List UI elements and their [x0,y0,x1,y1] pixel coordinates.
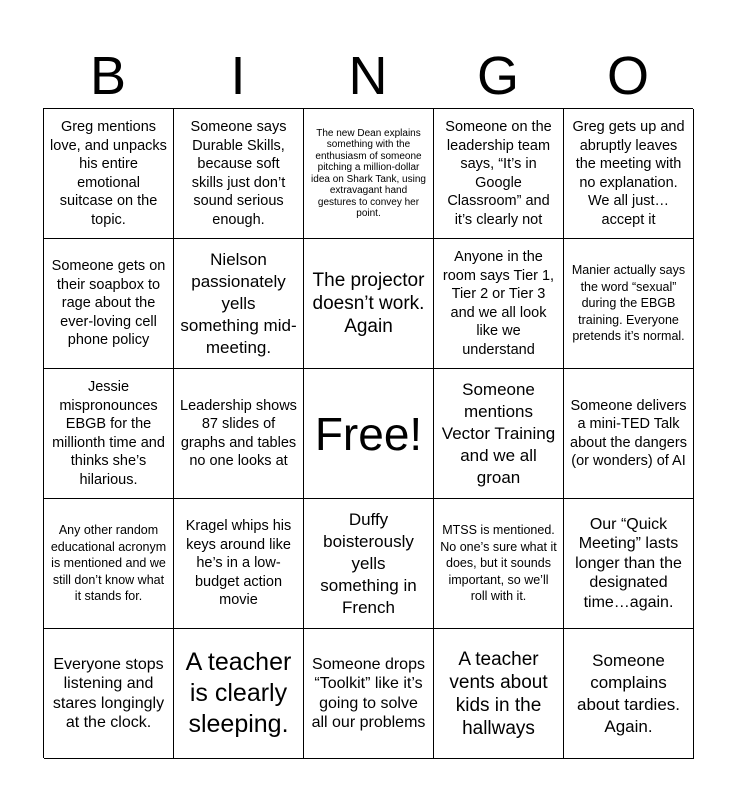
bingo-grid [43,108,693,758]
bingo-cell [564,629,694,759]
cell-text: Manier actually says the word “sexual” during the EBGB training. Everyone pretends it’s normal. [571,263,686,344]
bingo-cell [304,109,434,239]
bingo-header [43,44,693,108]
bingo-cell [434,369,564,499]
cell-text: Someone mentions Vector Training and we all groan [441,379,556,487]
bingo-cell [174,369,304,499]
free-space-text: Free! [314,407,423,460]
cell-text: Greg gets up and abruptly leaves the meeting with no explanation. We all just…accept it [572,119,685,228]
bingo-cell [44,239,174,369]
cell-text: Duffy boisterously yells something in French [320,509,417,617]
cell-text: MTSS is mentioned. No one’s sure what it does, but it sounds important, so we’ll roll with it. [440,523,557,604]
bingo-cell [44,109,174,239]
cell-text: The new Dean explains something with the enthusiasm of someone pitching a million-dollar idea on Shark Tank, using extravagant hand gestures to convey her point. [311,127,426,219]
header-letter-i: I [230,46,246,106]
cell-text: Everyone stops listening and stares longingly at the clock. [52,655,165,731]
cell-text: Leadership shows 87 slides of graphs and tables no one looks at [180,397,297,469]
cell-text: Jessie mispronounces EBGB for the millionth time and thinks she’s hilarious. [52,379,165,488]
cell-text: A teacher vents about kids in the hallways [449,648,548,739]
bingo-cell [434,499,564,629]
cell-text: Someone on the leadership team says, “It’s in Google Classroom” and it’s clearly not [445,119,552,228]
cell-text: Someone complains about tardies. Again. [576,650,680,736]
bingo-cell [304,629,434,759]
bingo-cell [304,499,434,629]
bingo-cell [434,239,564,369]
bingo-cell [174,629,304,759]
bingo-cell [434,629,564,759]
cell-text: Someone says Durable Skills, because soft skills just don’t sound serious enough. [190,119,287,228]
cell-text: A teacher is clearly sleeping. [185,648,292,738]
header-letter-o: O [606,46,649,106]
cell-text: The projector doesn’t work. Again [312,270,425,337]
bingo-cell [174,109,304,239]
header-letter-b: B [89,46,127,106]
cell-text: Any other random educational acronym is mentioned and we still don’t know what it stands for. [50,523,167,604]
bingo-cell [564,239,694,369]
cell-text: Greg mentions love, and unpacks his entire emotional suitcase on the topic. [50,119,167,228]
cell-text: Anyone in the room says Tier 1, Tier 2 or Tier 3 and we all look like we understand [442,249,555,358]
cell-text: Nielson passionately yells something mid-meeting. [180,249,297,357]
bingo-cell [564,499,694,629]
bingo-cell [564,369,694,499]
header-letter-n: N [348,46,388,106]
cell-text: Someone gets on their soapbox to rage about the ever-loving cell phone policy [51,258,166,349]
cell-text: Kragel whips his keys around like he’s in a low-budget action movie [185,518,292,609]
bingo-cell [44,629,174,759]
bingo-cell [434,109,564,239]
bingo-cell [304,239,434,369]
bingo-cell [174,239,304,369]
bingo-cell [564,109,694,239]
bingo-cell [44,499,174,629]
cell-text: Our “Quick Meeting” lasts longer than the designated time…again. [575,515,682,611]
free-space [304,369,434,499]
bingo-cell [174,499,304,629]
header-letter-g: G [476,46,519,106]
bingo-cell [44,369,174,499]
cell-text: Someone delivers a mini-TED Talk about the dangers (or wonders) of AI [570,397,687,469]
cell-text: Someone drops “Toolkit” like it’s going to solve all our problems [311,655,426,731]
